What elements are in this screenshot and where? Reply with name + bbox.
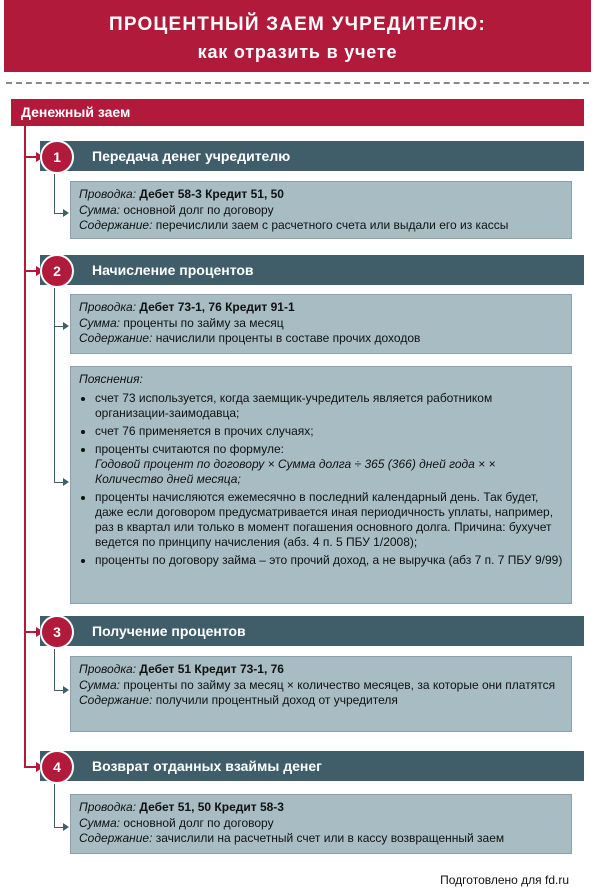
main-connector-line — [24, 126, 26, 767]
summa-line: Сумма: основной долг по договору — [79, 202, 274, 217]
sub-connector-4 — [54, 784, 55, 828]
soderzhanie-line: Содержание: получили процентный доход от учредителя — [79, 693, 398, 707]
notes-list — [79, 391, 563, 568]
formula: Годовой процент по договору × Сумма долга ÷ 365 (366) дней года × × Количество дней месяца; — [95, 457, 496, 486]
small-arrow-icon — [63, 686, 69, 694]
step-title: Возврат отданных взаймы денег — [92, 758, 322, 774]
step-bar-2 — [40, 255, 584, 285]
section-header-loan: Денежный заем — [11, 99, 584, 126]
sub-connector-1 — [54, 174, 55, 214]
step-bar-3 — [40, 616, 584, 646]
small-arrow-icon — [63, 478, 69, 486]
small-arrow-icon — [63, 823, 69, 831]
provodka-line: Проводка: Дебет 73-1, 76 Кредит 91-1 — [79, 300, 295, 314]
page-title: ПРОЦЕНТНЫЙ ЗАЕМ УЧРЕДИТЕЛЮ: — [108, 14, 487, 35]
footer-credit: Подготовлено для fd.ru — [440, 873, 569, 887]
step-bar-4 — [40, 751, 584, 781]
page-subtitle: как отразить в учете — [197, 42, 398, 62]
sub-connector-3 — [54, 649, 55, 691]
step-number-badge: 1 — [40, 140, 74, 174]
summa-line: Сумма: проценты по займу за месяц × количество месяцев, за которые они платятся — [79, 677, 556, 692]
entry-box-2 — [70, 294, 572, 354]
note-item: • счет 73 используется, когда заемщик-учредитель является работником организации-заимодавца; — [95, 391, 563, 421]
small-arrow-icon — [63, 322, 69, 330]
step-number-badge: 3 — [40, 615, 74, 649]
header-banner — [4, 0, 591, 72]
summa-line: Сумма: основной долг по договору — [79, 815, 274, 830]
step-title: Передача денег учредителю — [92, 148, 291, 164]
soderzhanie-line: Содержание: перечислили заем с расчетного счета или выдали его из кассы — [79, 218, 509, 232]
notes-box — [70, 366, 572, 604]
provodka-line: Проводка: Дебет 51, 50 Кредит 58-3 — [79, 800, 284, 814]
soderzhanie-line: Содержание: начислили проценты в составе прочих доходов — [79, 331, 421, 345]
note-item: • проценты по договору займа – это прочий доход, а не выручка (абз 7 п. 7 ПБУ 9/99) — [95, 553, 563, 568]
sub-connector-2 — [54, 288, 55, 482]
notes-heading: Пояснения: — [79, 372, 143, 386]
step-number-badge: 4 — [40, 750, 74, 784]
note-item: • счет 76 применяется в прочих случаях; — [95, 424, 563, 439]
summa-line: Сумма: проценты по займу за месяц — [79, 315, 284, 330]
entry-box-4 — [70, 794, 572, 854]
entry-box-1 — [70, 181, 572, 239]
dashed-divider — [6, 82, 589, 84]
note-item: • проценты считаются по формуле: Годовой процент по договору × Сумма долга ÷ 365 (366) дней года × × Количество дней месяца; — [95, 442, 563, 487]
small-arrow-icon — [63, 209, 69, 217]
note-item: • проценты начисляются ежемесячно в последний календарный день. Так будет, даже если договором предусматривается иная периодичность уплаты, например, раз в квартал или только в момент погашения основного долга. Причина: бухучет ведется по принципу начисления (абз. 4 п. 5 ПБУ 1/2008); — [95, 490, 563, 550]
provodka-line: Проводка: Дебет 58-3 Кредит 51, 50 — [79, 187, 284, 201]
step-number-badge: 2 — [40, 254, 74, 288]
step-title: Получение процентов — [92, 623, 246, 639]
step-bar-1 — [40, 141, 584, 171]
step-title: Начисление процентов — [92, 262, 254, 278]
provodka-line: Проводка: Дебет 51 Кредит 73-1, 76 — [79, 662, 284, 676]
entry-box-3 — [70, 656, 572, 732]
soderzhanie-line: Содержание: зачислили на расчетный счет или в кассу возвращенный заем — [79, 831, 505, 845]
